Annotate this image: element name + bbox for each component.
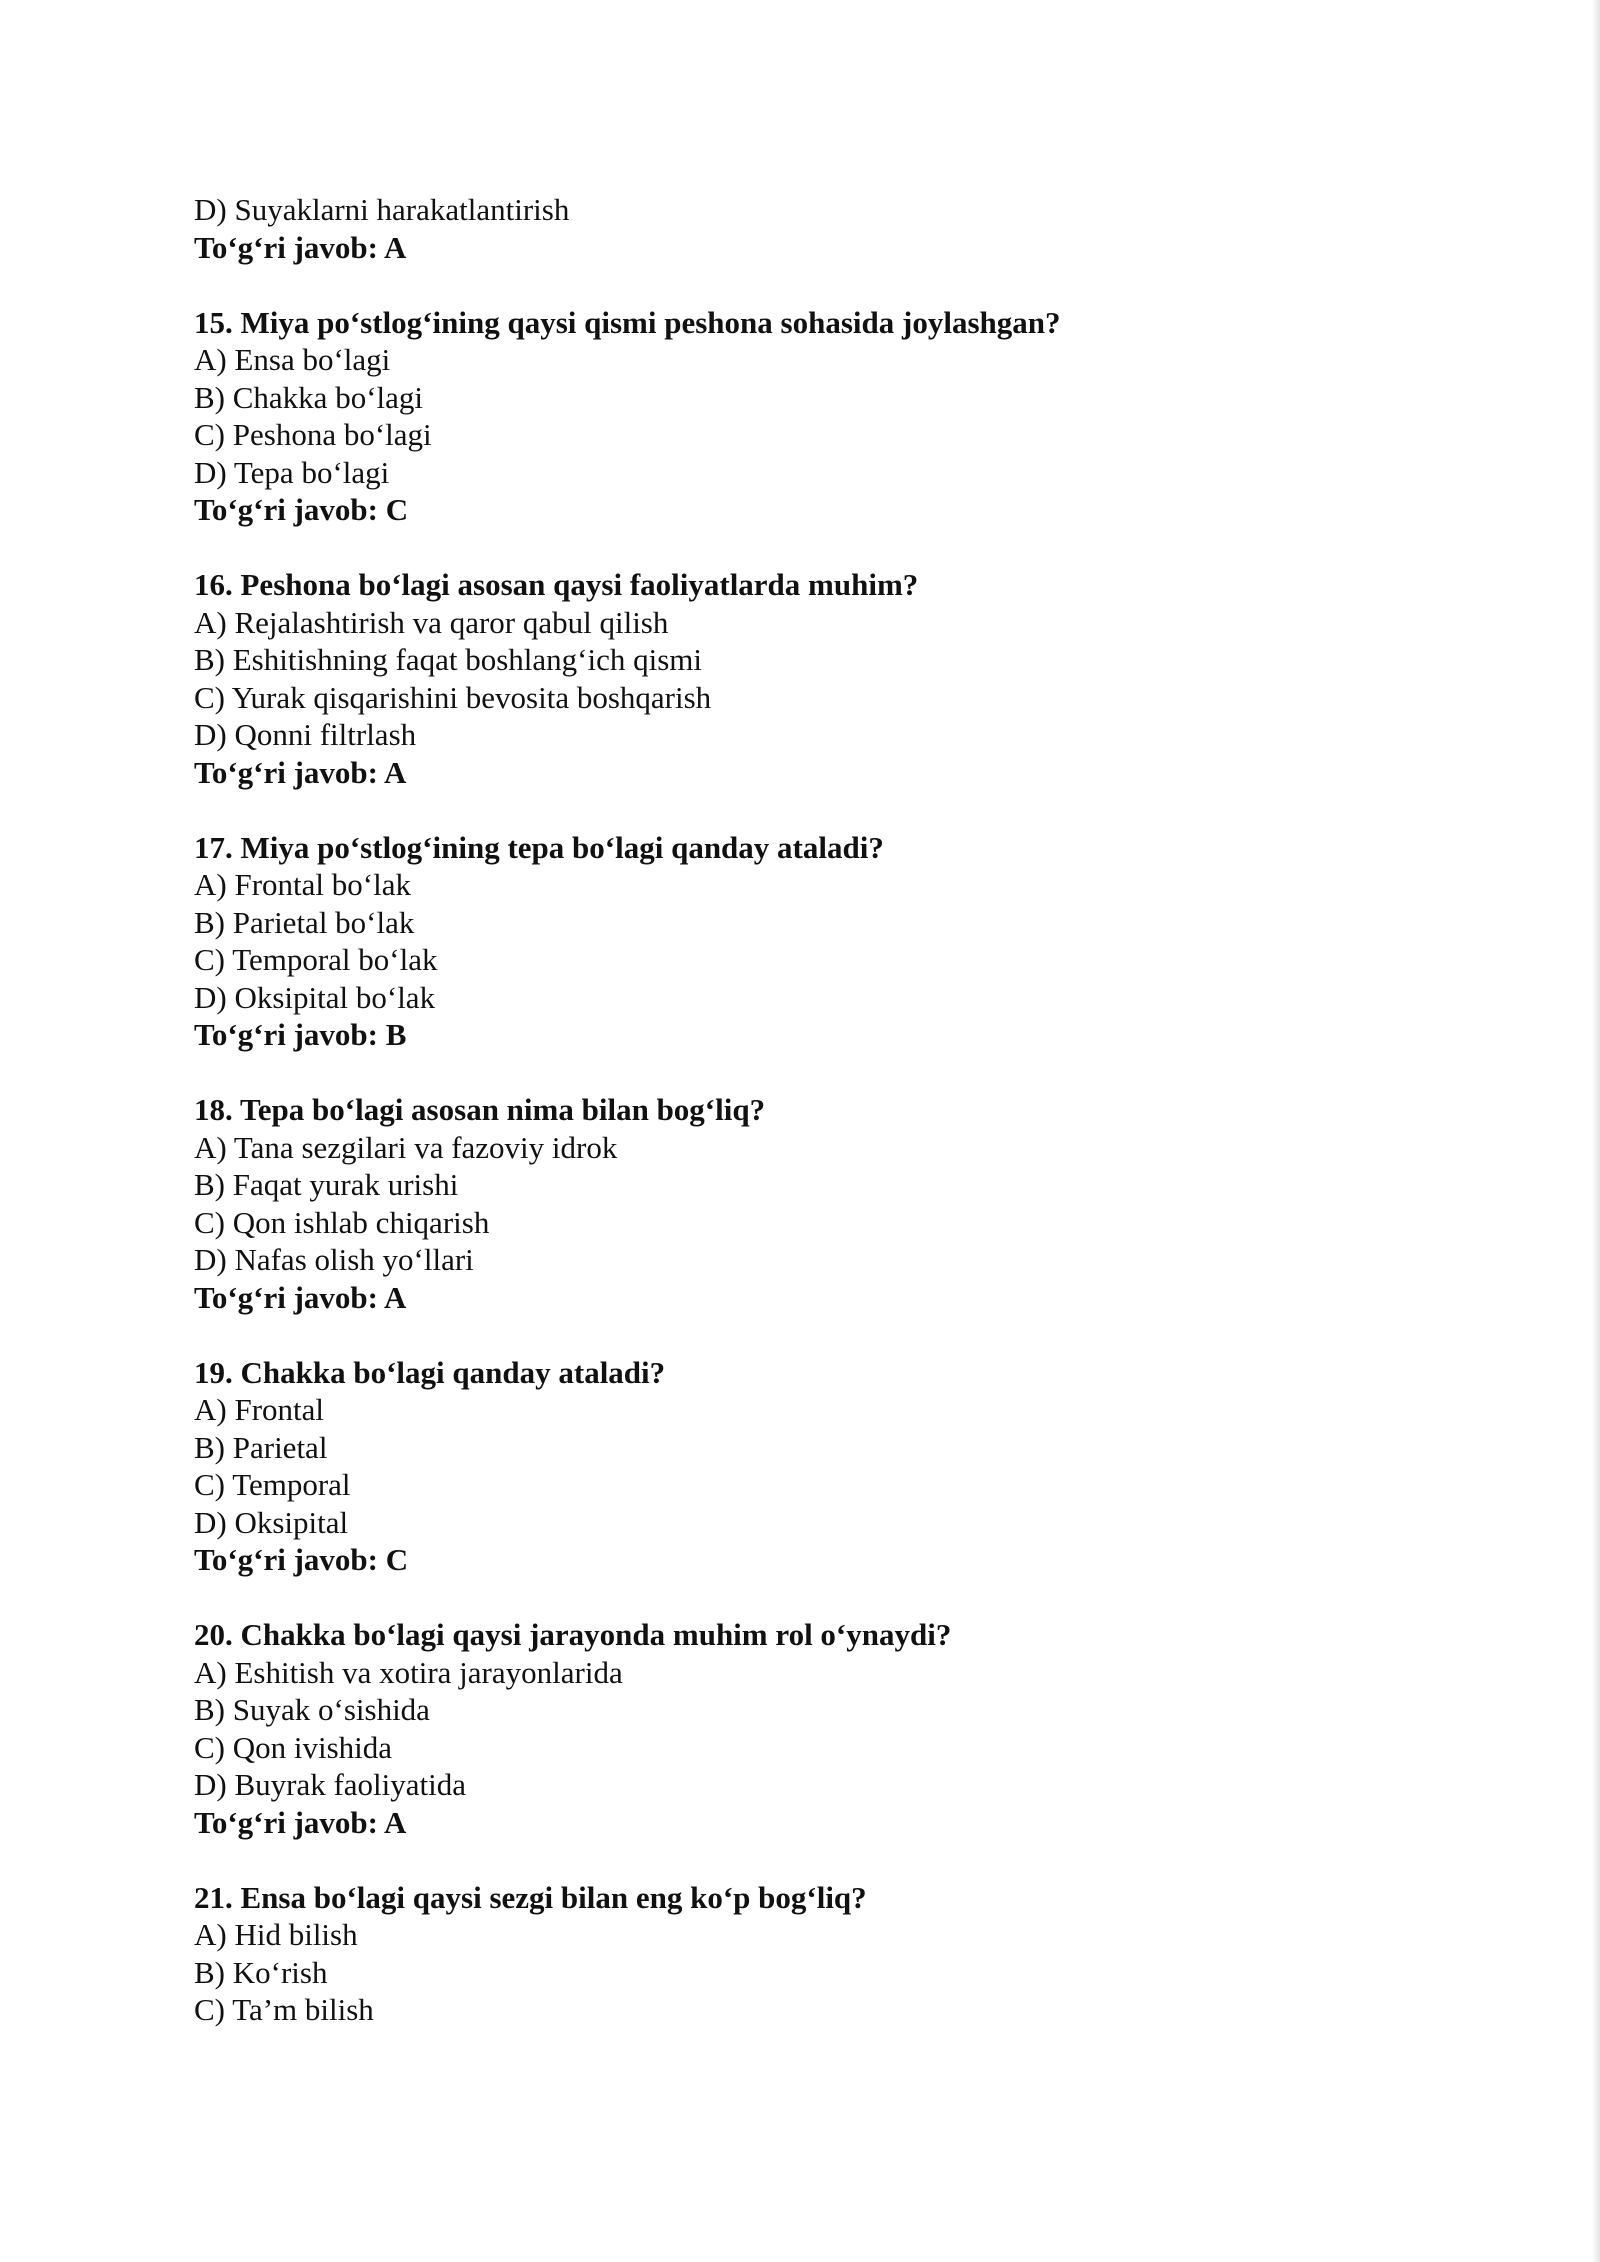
spacer bbox=[194, 529, 1454, 567]
question-title: 15. Miya po‘stlog‘ining qaysi qismi peshona sohasida joylashgan? bbox=[194, 304, 1061, 340]
option-a: A) Ensa bo‘lagi bbox=[194, 342, 391, 377]
question-block-17 bbox=[194, 829, 1454, 1054]
question-block-21 bbox=[194, 1879, 1454, 2029]
option-b: B) Chakka bo‘lagi bbox=[194, 379, 424, 415]
option-c: C) Qon ivishida bbox=[194, 1729, 393, 1765]
option-a: A) Frontal bbox=[194, 1392, 325, 1427]
option-b: B) Ko‘rish bbox=[194, 1954, 328, 1990]
spacer bbox=[194, 1841, 1454, 1879]
option-c: C) Ta’m bilish bbox=[194, 1992, 374, 2027]
correct-answer: To‘g‘ri javob: A bbox=[194, 229, 407, 265]
correct-answer: To‘g‘ri javob: C bbox=[194, 492, 409, 527]
option-b: B) Faqat yurak urishi bbox=[194, 1167, 459, 1202]
option-d: D) Suyaklarni harakatlantirish bbox=[194, 192, 570, 227]
question-block-19 bbox=[194, 1354, 1454, 1579]
question-title: 21. Ensa bo‘lagi qaysi sezgi bilan eng ko‘p bog‘liq? bbox=[194, 1879, 867, 1915]
option-a: A) Hid bilish bbox=[194, 1917, 358, 1952]
spacer bbox=[194, 791, 1454, 829]
question-block-18 bbox=[194, 1091, 1454, 1316]
option-a: A) Eshitish va xotira jarayonlarida bbox=[194, 1654, 623, 1690]
option-c: C) Yurak qisqarishini bevosita boshqarish bbox=[194, 679, 712, 715]
correct-answer: To‘g‘ri javob: A bbox=[194, 1804, 407, 1840]
correct-answer: To‘g‘ri javob: B bbox=[194, 1017, 407, 1052]
option-b: B) Parietal bbox=[194, 1429, 328, 1465]
option-b: B) Suyak o‘sishida bbox=[194, 1692, 430, 1727]
option-c: C) Temporal bo‘lak bbox=[194, 942, 438, 977]
question-block-15 bbox=[194, 304, 1454, 529]
spacer bbox=[194, 1316, 1454, 1354]
question-block-16 bbox=[194, 566, 1454, 791]
option-d: D) Tepa bo‘lagi bbox=[194, 454, 390, 490]
option-d: D) Oksipital bbox=[194, 1504, 349, 1540]
option-d: D) Oksipital bo‘lak bbox=[194, 979, 436, 1015]
option-a: A) Tana sezgilari va fazoviy idrok bbox=[194, 1129, 618, 1165]
correct-answer: To‘g‘ri javob: C bbox=[194, 1542, 409, 1577]
question-title: 20. Chakka bo‘lagi qaysi jarayonda muhim rol o‘ynaydi? bbox=[194, 1617, 952, 1652]
option-d: D) Buyrak faoliyatida bbox=[194, 1767, 467, 1802]
spacer bbox=[194, 1579, 1454, 1617]
option-d: D) Nafas olish yo‘llari bbox=[194, 1242, 474, 1277]
spacer bbox=[194, 266, 1454, 304]
option-d: D) Qonni filtrlash bbox=[194, 717, 417, 752]
correct-answer: To‘g‘ri javob: A bbox=[194, 754, 407, 790]
question-title: 18. Tepa bo‘lagi asosan nima bilan bog‘liq? bbox=[194, 1092, 766, 1127]
spacer bbox=[194, 1054, 1454, 1092]
option-c: C) Temporal bbox=[194, 1467, 351, 1502]
question-title: 16. Peshona bo‘lagi asosan qaysi faoliyatlarda muhim? bbox=[194, 567, 919, 602]
question-title: 19. Chakka bo‘lagi qanday ataladi? bbox=[194, 1354, 666, 1390]
option-c: C) Qon ishlab chiqarish bbox=[194, 1204, 490, 1240]
question-block-20 bbox=[194, 1616, 1454, 1841]
intro-block bbox=[194, 191, 1454, 266]
page-edge-shadow bbox=[1592, 0, 1600, 2262]
correct-answer: To‘g‘ri javob: A bbox=[194, 1279, 407, 1315]
option-b: B) Parietal bo‘lak bbox=[194, 904, 415, 940]
question-title: 17. Miya po‘stlog‘ining tepa bo‘lagi qanday ataladi? bbox=[194, 829, 884, 865]
option-c: C) Peshona bo‘lagi bbox=[194, 417, 432, 452]
option-a: A) Frontal bo‘lak bbox=[194, 867, 411, 902]
option-b: B) Eshitishning faqat boshlang‘ich qismi bbox=[194, 642, 703, 677]
page-content bbox=[194, 191, 1454, 2029]
option-a: A) Rejalashtirish va qaror qabul qilish bbox=[194, 604, 669, 640]
